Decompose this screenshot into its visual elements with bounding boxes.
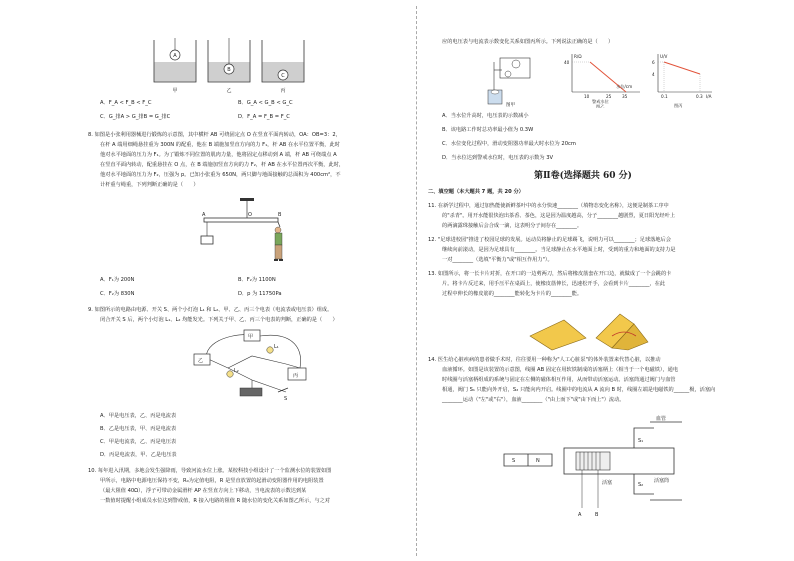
q10-option-a: A．当水位升高时，电压表的示数减小: [442, 113, 529, 119]
q10-option-c: C．水位变化过程中，滑动变阻器功率最大时水位为 20cm: [442, 141, 576, 147]
pump-label-s2: S₂: [638, 482, 644, 488]
q10-line-3: （最大阻值 40Ω），浮子可带动金属滑杆 AP 在竖直方向上下移动，当电流表的示数达到某: [100, 488, 307, 494]
circuit-label-l1: L₁: [274, 344, 279, 350]
card-flat: [530, 320, 586, 350]
q10-option-b: B．该电路工作时总功率最小值为 0.3W: [442, 127, 534, 133]
q11-line-3: 的两滴露珠接触后会合成一滴，这表明分子间存在________。: [442, 223, 583, 229]
lever-label-o: O: [248, 212, 252, 218]
q10-line-2: 甲所示，电路中电源电压保持不变，R₀为定值电阻，R 是竖直放置的起滑动变阻器作用的电阻装置: [100, 478, 324, 484]
yi-axis-x: 水位/cm: [616, 84, 633, 89]
battery: [240, 388, 262, 396]
pump-label-piston: 活塞: [602, 480, 613, 486]
caption-jia: 甲: [172, 88, 178, 94]
yi-tick-y: 40: [564, 60, 570, 65]
ball-c-label: C: [281, 73, 285, 79]
circuit-label-s: S: [284, 396, 288, 402]
pump-label-s1: S₁: [638, 438, 644, 444]
q11-line-1: 11. 在新学过程中，通过加热能使新鲜茶叶中的水分快速________（填物态变化名称），这便是制茶工序中: [428, 203, 669, 209]
q14-line-5: ________运动（"左"或"右"），血液________（"由上而下"或"由下而上"）流动。: [442, 397, 625, 403]
uv-line: [664, 62, 700, 74]
q9-option-c: C．甲是电流表，乙、丙是电压表: [100, 439, 177, 445]
resistance-vs-level-chart: [564, 52, 644, 108]
q13-line-3: 过程中伸长的橡皮筋的________能转化为卡片的________能。: [442, 291, 583, 297]
circuit-figure: [188, 328, 318, 406]
q14-line-4: 相通，阀门 S₁ 只能向外开启，S₂ 只能向内开启。线圈中的电流从 A 流向 B 时，线圈左端是电磁铁的______极，活塞向: [442, 387, 716, 393]
water-level-device-figure: [486, 52, 556, 108]
q8-line-4: 在竖直平面内转动，配重悬挂在 O 点，在 B 端施加竖直方向的力 F₂，杆 AB 在水平位置再次平衡，此时，: [100, 162, 345, 168]
circuit-label-l2: L₂: [234, 368, 239, 374]
q14-line-1: 14. 医生给心脏疾病的患者做手术时，往往要用一种称为"人工心脏泵"的体外装置来代替心脏，以推动: [428, 357, 661, 363]
float: [491, 90, 499, 94]
q10-continuation: 应的电压表与电流表示数变化关系如图丙所示。下列说法正确的是（ ）: [442, 39, 614, 45]
bulb-l2: [227, 371, 233, 377]
circuit-label-bing: 丙: [293, 373, 299, 379]
circuit-label-yi: 乙: [198, 358, 204, 364]
q10-line-1: 10. 每年进入汛期，多地会发生强降雨，导致河流水位上涨。某校科技小组设计了一个监测水位的装置如图: [88, 468, 332, 474]
yi-axis-y: R/Ω: [574, 54, 582, 59]
q8-line-5: 他对水平地面的压力为 F₂，压强为 p。已知小张重为 650N，两只脚与地面接触的总面积为 400cm²，不: [100, 172, 341, 178]
vessel-lower: [634, 474, 654, 494]
beakers-figure: [148, 38, 308, 96]
bing-axis-x: I/A: [706, 94, 712, 99]
pump-label-vessel: 血管: [656, 416, 667, 422]
ball-b-label: B: [227, 67, 231, 73]
counterweight: [201, 236, 213, 244]
ball-a-label: A: [173, 53, 177, 59]
jumping-card-figure: [524, 306, 654, 352]
q9-line-1: 9. 如图所示的电路由电源、开关 S、两个小灯泡 L₁ 和 L₂、甲、乙、丙三个电表（电流表或电压表）组成。: [88, 307, 333, 313]
q8-option-a: A．F₁为 200N: [100, 277, 135, 283]
caption-fig-jia: 图甲: [506, 103, 515, 108]
bing-tick-y-6: 6: [652, 60, 655, 65]
q14-line-2: 血液循环。如图是该装置的示意图，线圈 AB 固定在用软铁制成的活塞柄上（相当于一个电磁铁），通电: [442, 367, 679, 373]
pump-label-n: N: [536, 458, 540, 464]
pump-label-cylinder: 活塞筒: [654, 478, 670, 484]
yi-tick-x-35: 35: [622, 94, 628, 99]
column-divider: [416, 6, 417, 556]
pump-label-s: S: [512, 458, 516, 464]
q9-option-d: D．丙是电流表，甲、乙是电压表: [100, 452, 177, 458]
q14-line-3: 时线圈与活塞柄组成的系统与固定在左侧的磁体相互作用，从而带动活塞运动。活塞筒通过阀门与血管: [442, 377, 676, 383]
q12-line-3: 一对________（选填"平衡力"或"相互作用力"）。: [442, 257, 553, 263]
part-2-title: 第Ⅱ卷(选择题共 60 分): [534, 171, 632, 181]
bulb-l1: [267, 347, 273, 353]
pump-label-b: B: [595, 512, 599, 518]
yi-tick-x-25: 25: [606, 94, 612, 99]
yi-tick-x-10: 10: [584, 94, 590, 99]
q7-option-a: A．F_A < F_B < F_C: [100, 100, 152, 106]
q13-line-1: 13. 如图所示，将一长卡片对折，在开口的一边剪两刀，然后将橡皮筋套在开口边，就做成了一个会跳的卡: [428, 271, 672, 277]
q8-line-2: 在杆 A 端用细绳悬挂重为 300N 的配重，他在 B 端施加竖直方向的力 F₁，杆 AB 在水平位置平衡，此时: [100, 142, 340, 148]
q9-option-b: B．乙是电压表，甲、丙是电流表: [100, 426, 177, 432]
q7-option-d: D．F_A = F_B = F_C: [238, 114, 290, 120]
caption-yi: 乙: [226, 88, 232, 94]
bing-tick-y-4: 4: [652, 72, 655, 77]
caption-fig-yi: 图乙: [596, 104, 605, 108]
circuit-label-jia: 甲: [248, 334, 254, 340]
voltage-vs-current-chart: [650, 52, 716, 108]
vessel-upper: [634, 428, 654, 448]
voltmeter: [512, 60, 520, 68]
caption-bing: 丙: [280, 88, 286, 94]
q13-line-2: 片。将卡片反过来，用手压平在桌面上，使橡皮筋伸长，迅速松开手，会看到卡片________，在此: [442, 281, 666, 287]
lever-label-b: B: [278, 212, 282, 218]
lever-bar: [204, 218, 278, 222]
q12-line-1: 12. "足球进校园"推进了校园足球的发展。运动员将静止的足球踢飞，说明力可以________；足球落地后会: [428, 237, 671, 243]
piston: [576, 452, 610, 470]
q11-line-2: 的"杀青"。用开水能很快泡出茶香、茶色，这是因为温度越高，分子________越剧烈，夏日阳光经叶上: [442, 213, 676, 219]
person-figure: [274, 222, 283, 261]
q9-option-a: A．甲是电压表，乙、丙是电流表: [100, 413, 177, 419]
q8-line-1: 8. 如图是小张利用器械进行锻炼的示意图，其中横杆 AB 可绕固定点 O 在竖直平面内转动，OA：OB=3：2，: [88, 132, 341, 138]
q8-option-b: B．F₂为 1100N: [238, 277, 276, 283]
q9-line-2: 闭合开关 S 后，两个小灯泡 L₁、L₂ 均能发光。下列关于甲、乙、丙三个电表的判断，正确的是（ ）: [100, 317, 338, 323]
heart-pump-figure: [494, 408, 694, 520]
q8-line-3: 他对水平地面的压力为 F₁。为了锻炼不同位置的肌肉力量，他将固定点移动到 A 端，杆 AB 可绕端点 A: [100, 152, 337, 158]
ammeter: [505, 71, 511, 77]
pump-label-a: A: [578, 512, 582, 518]
q8-option-d: D．p 为 11750Pa: [238, 291, 282, 297]
q10-option-d: D．当水位达到警戒水位时，电压表的示数为 3V: [442, 155, 554, 161]
q7-option-c: C．G_排A > G_排B = G_排C: [100, 114, 171, 120]
q7-option-b: B．G_A < G_B < G_C: [238, 100, 293, 106]
bing-axis-y: U/V: [660, 54, 668, 59]
yi-note: 警戒水位: [592, 99, 609, 104]
lever-figure: [198, 196, 308, 268]
q12-line-2: 继续向前滚动，是因为足球具有________。当足球静止在水平地面上时，受到的重力和地面的支持力是: [442, 247, 676, 253]
q8-line-6: 计杆重与绳重，下列判断正确的是（ ）: [100, 182, 199, 188]
bing-tick-x-03: 0.3: [696, 94, 703, 99]
caption-fig-bing: 图丙: [674, 103, 683, 108]
q8-option-c: C．F₂为 830N: [100, 291, 135, 297]
lever-label-a: A: [202, 212, 206, 218]
section-2-title: 二、填空题（本大题共 7 题，共 20 分）: [428, 189, 524, 195]
bing-tick-x-01: 0.1: [661, 94, 668, 99]
q10-line-4: 一数值时提醒小组成员水位达到警戒值，R 接入电路的阻值 R 随水位的变化关系如图乙所示，与之对: [100, 498, 331, 504]
